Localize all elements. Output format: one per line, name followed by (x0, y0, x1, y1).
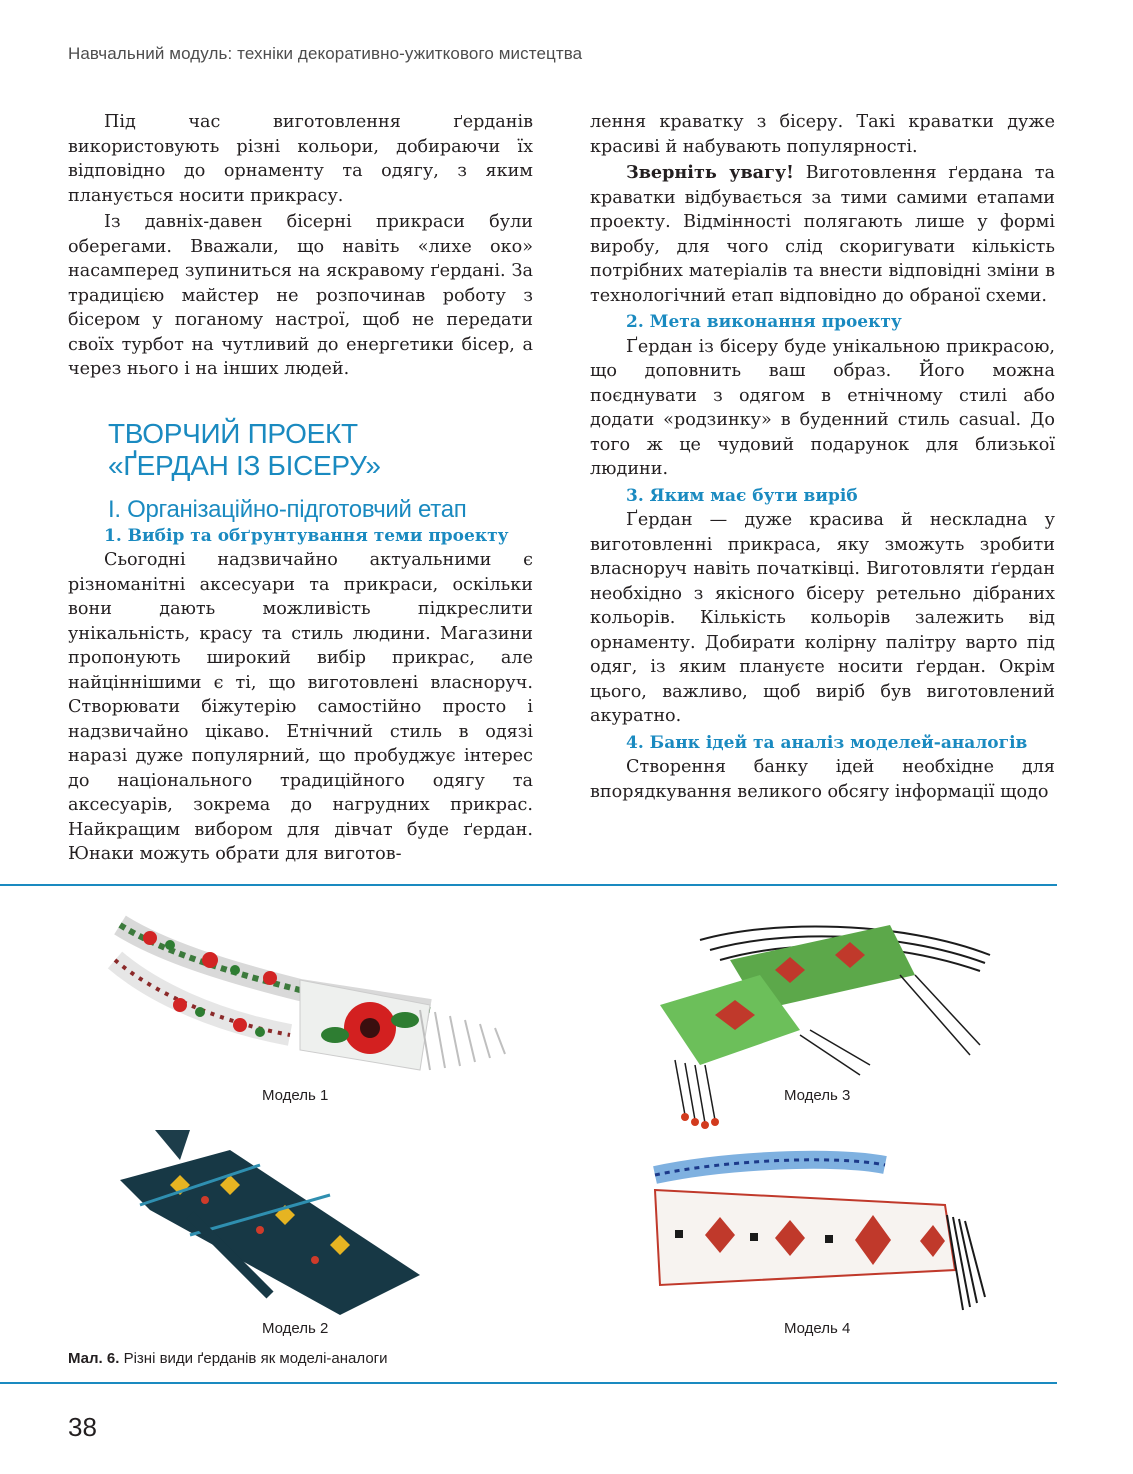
left-column (68, 110, 533, 867)
paragraph: Ґердан — дуже красива й нескладна у виготовленні прикраса, яку зможуть зробити власноруч навіть початківці. Виготовляти ґердан необхідно з якісного бісеру ретельно дібраних кольорів. Кількість кольорів залежить від орнаменту. Добирати колірну палітру варто під одяг, із яким плануєте носити ґердан. Окрім цього, важливо, щоб виріб був виготовлений акуратно. (590, 510, 1055, 726)
attention-label: Зверніть увагу! (626, 162, 794, 183)
page-number: 38 (68, 1412, 97, 1442)
paragraph: Під час виготовлення ґерданів використовують різні кольори, добираючи їх відповідно до орнаменту та одягу, з яким планується носити прикрасу. (68, 112, 533, 206)
paragraph: Ґердан із бісеру буде унікальною прикрасою, що доповнить ваш образ. Його можна поєднувати з одягом в етнічному стилі або додати «родзинку» в буденний стиль casual. До того ж це чудовий подарунок для близької людини. (590, 336, 1055, 479)
paragraph-attention (590, 161, 1055, 308)
project-title-line1: ТВОРЧИЙ ПРОЕКТ (108, 417, 358, 449)
subheading-2: 2. Мета виконання проекту (626, 312, 902, 332)
figure-caption-label: Мал. 6. (68, 1350, 120, 1367)
paragraph: Із давніх-давен бісерні прикраси були оберегами. Вважали, що навіть «лихе око» насамперед зупиниться на яскравому ґердані. За традицією майстер не розпочинав роботу з бісером у поганому настрої, щоб не передати своїх турбот на чутливий до енергетики бісер, а через нього і на інших людей. (68, 212, 533, 379)
model-2-label: Модель 2 (262, 1320, 329, 1337)
model-2-image (110, 1125, 430, 1320)
project-title-line2: «ҐЕРДАН ІЗ БІСЕРУ» (108, 449, 381, 481)
model-4-label: Модель 4 (784, 1320, 851, 1337)
subheading-3: 3. Яким має бути виріб (626, 485, 858, 506)
divider-top (0, 884, 1057, 886)
model-4-image (645, 1135, 1005, 1325)
paragraph: Створення банку ідей необхідне для впорядкування великого обсягу інформації щодо (590, 757, 1055, 802)
running-header: Навчальний модуль: техніки декоративно-ужиткового мистецтва (68, 44, 583, 63)
divider-bottom (0, 1382, 1057, 1384)
model-1-image (100, 910, 530, 1080)
project-title (108, 418, 533, 482)
paragraph: Сьогодні надзвичайно актуальними є різноманітні аксесуари та прикраси, оскільки вони дають можливість підкреслити унікальність, красу та стиль людини. Магазини пропонують широкий вибір прикрас, але найціннішими є ті, що виготовлені власноруч. Створювати біжутерію самостійно просто і надзвичайно цікаво. Етнічний стиль в одязі наразі дуже популярний, що пробуджує інтерес до національного традиційного одягу та аксесуарів, зокрема до нагрудних прикрас. Найкращим вибором для дівчат буде ґердан. Юнаки можуть обрати для виготов- (68, 550, 533, 864)
attention-text: Виготовлення ґердана та краватки відбувається за тими самими етапами проекту. Відмінності полягають лише у формі виробу, для чого слід скоригувати кількість потрібних матеріалів та внести відповідні зміни в технологічний етап відповідно до обраної схеми. (590, 163, 1055, 306)
figure-caption-text: Різні види ґерданів як моделі-аналоги (119, 1350, 388, 1367)
figure-caption (68, 1350, 388, 1367)
model-1-label: Модель 1 (262, 1087, 329, 1104)
subheading-1: 1. Вибір та обґрунтування теми проекту (104, 525, 509, 546)
paragraph: лення краватку з бісеру. Такі краватки дуже красиві й набувають популярності. (590, 112, 1055, 157)
right-column (590, 110, 1055, 804)
subheading-4: 4. Банк ідей та аналіз моделей-аналогів (626, 732, 1028, 753)
model-3-label: Модель 3 (784, 1087, 851, 1104)
stage-title: І. Організаційно-підготовчий етап (108, 495, 467, 523)
